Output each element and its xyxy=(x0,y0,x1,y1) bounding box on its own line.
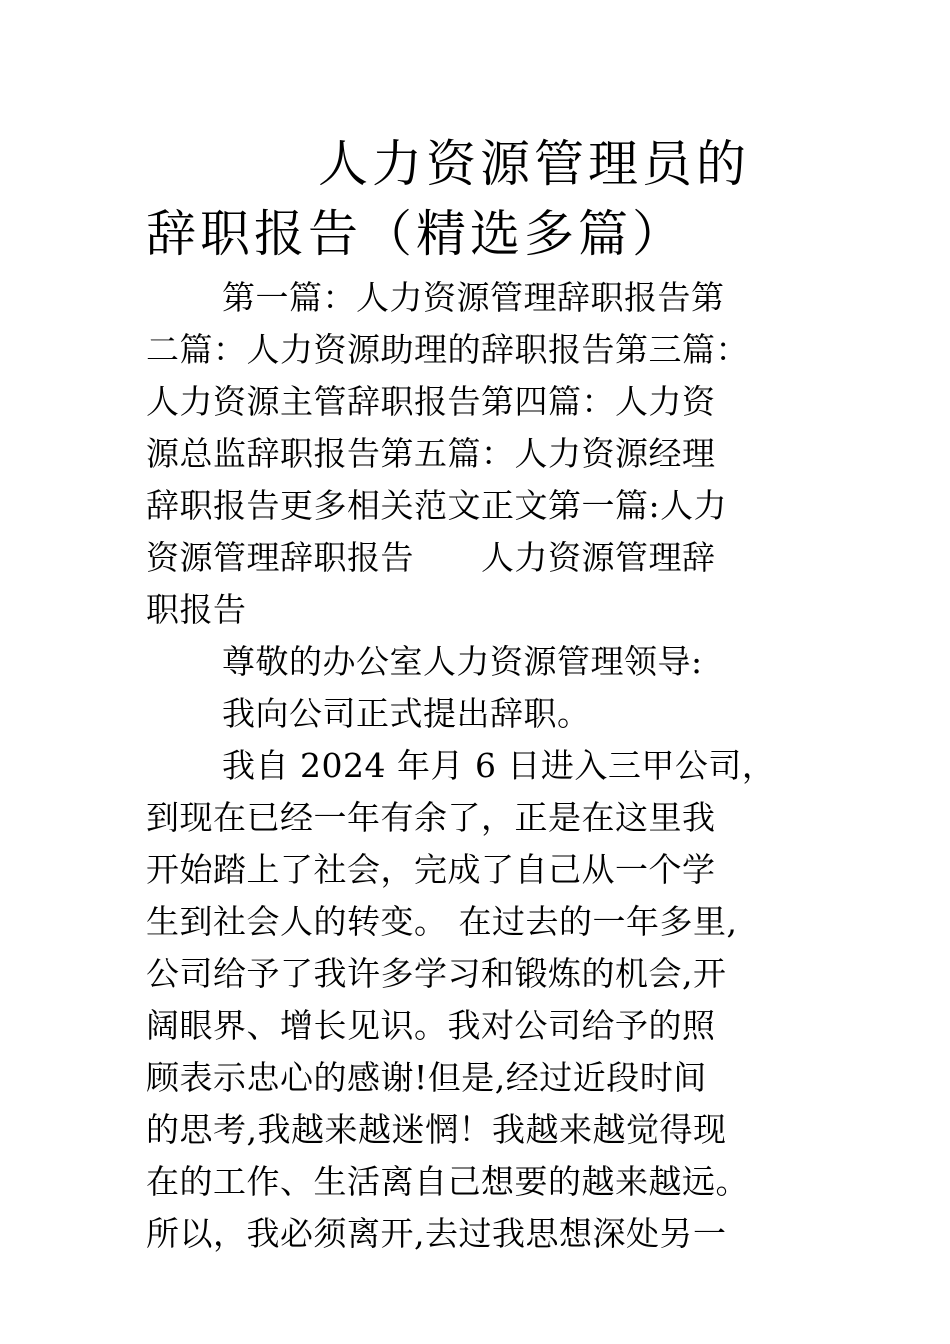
body-line-7: 职报告 xyxy=(146,590,247,629)
salutation-line: 尊敬的办公室人力资源管理领导: xyxy=(222,642,703,681)
body-line-15: 阔眼界、增长见识。我对公司给予的照 xyxy=(146,1006,716,1045)
body-line-18: 在的工作、生活离自己想要的越来越远。 xyxy=(146,1162,749,1201)
body-line-3: 人力资源主管辞职报告第四篇：人力资 xyxy=(146,382,716,421)
body-line-9: 我向公司正式提出辞职。 xyxy=(222,694,591,733)
body-line-16: 顾表示忠心的感谢!但是,经过近段时间 xyxy=(146,1058,707,1097)
body-line-2: 二篇：人力资源助理的辞职报告第三篇： xyxy=(146,330,749,369)
document-title-line-1: 人力资源管理员的 xyxy=(318,135,750,193)
body-line-6: 资源管理辞职报告 人力资源管理辞 xyxy=(146,538,716,577)
body-line-17: 的思考,我越来越迷惘！我越来越觉得现 xyxy=(146,1110,727,1149)
body-line-19: 所以，我必须离开,去过我思想深处另一 xyxy=(146,1214,727,1253)
body-line-5: 辞职报告更多相关范文正文第一篇:人力 xyxy=(146,486,728,525)
body-line-4: 源总监辞职报告第五篇：人力资源经理 xyxy=(146,434,716,473)
body-line-13: 生到社会人的转变。 在过去的一年多里, xyxy=(146,902,738,941)
body-line-11: 到现在已经一年有余了，正是在这里我 xyxy=(146,798,716,837)
body-line-14: 公司给予了我许多学习和锻炼的机会,开 xyxy=(146,954,727,993)
body-line-12: 开始踏上了社会，完成了自己从一个学 xyxy=(146,850,716,889)
document-title-line-2: 辞职报告（精选多篇） xyxy=(146,205,686,263)
body-line-1: 第一篇：人力资源管理辞职报告第 xyxy=(222,278,725,317)
body-line-10: 我自 2024 年月 6 日进入三甲公司， xyxy=(222,746,776,785)
